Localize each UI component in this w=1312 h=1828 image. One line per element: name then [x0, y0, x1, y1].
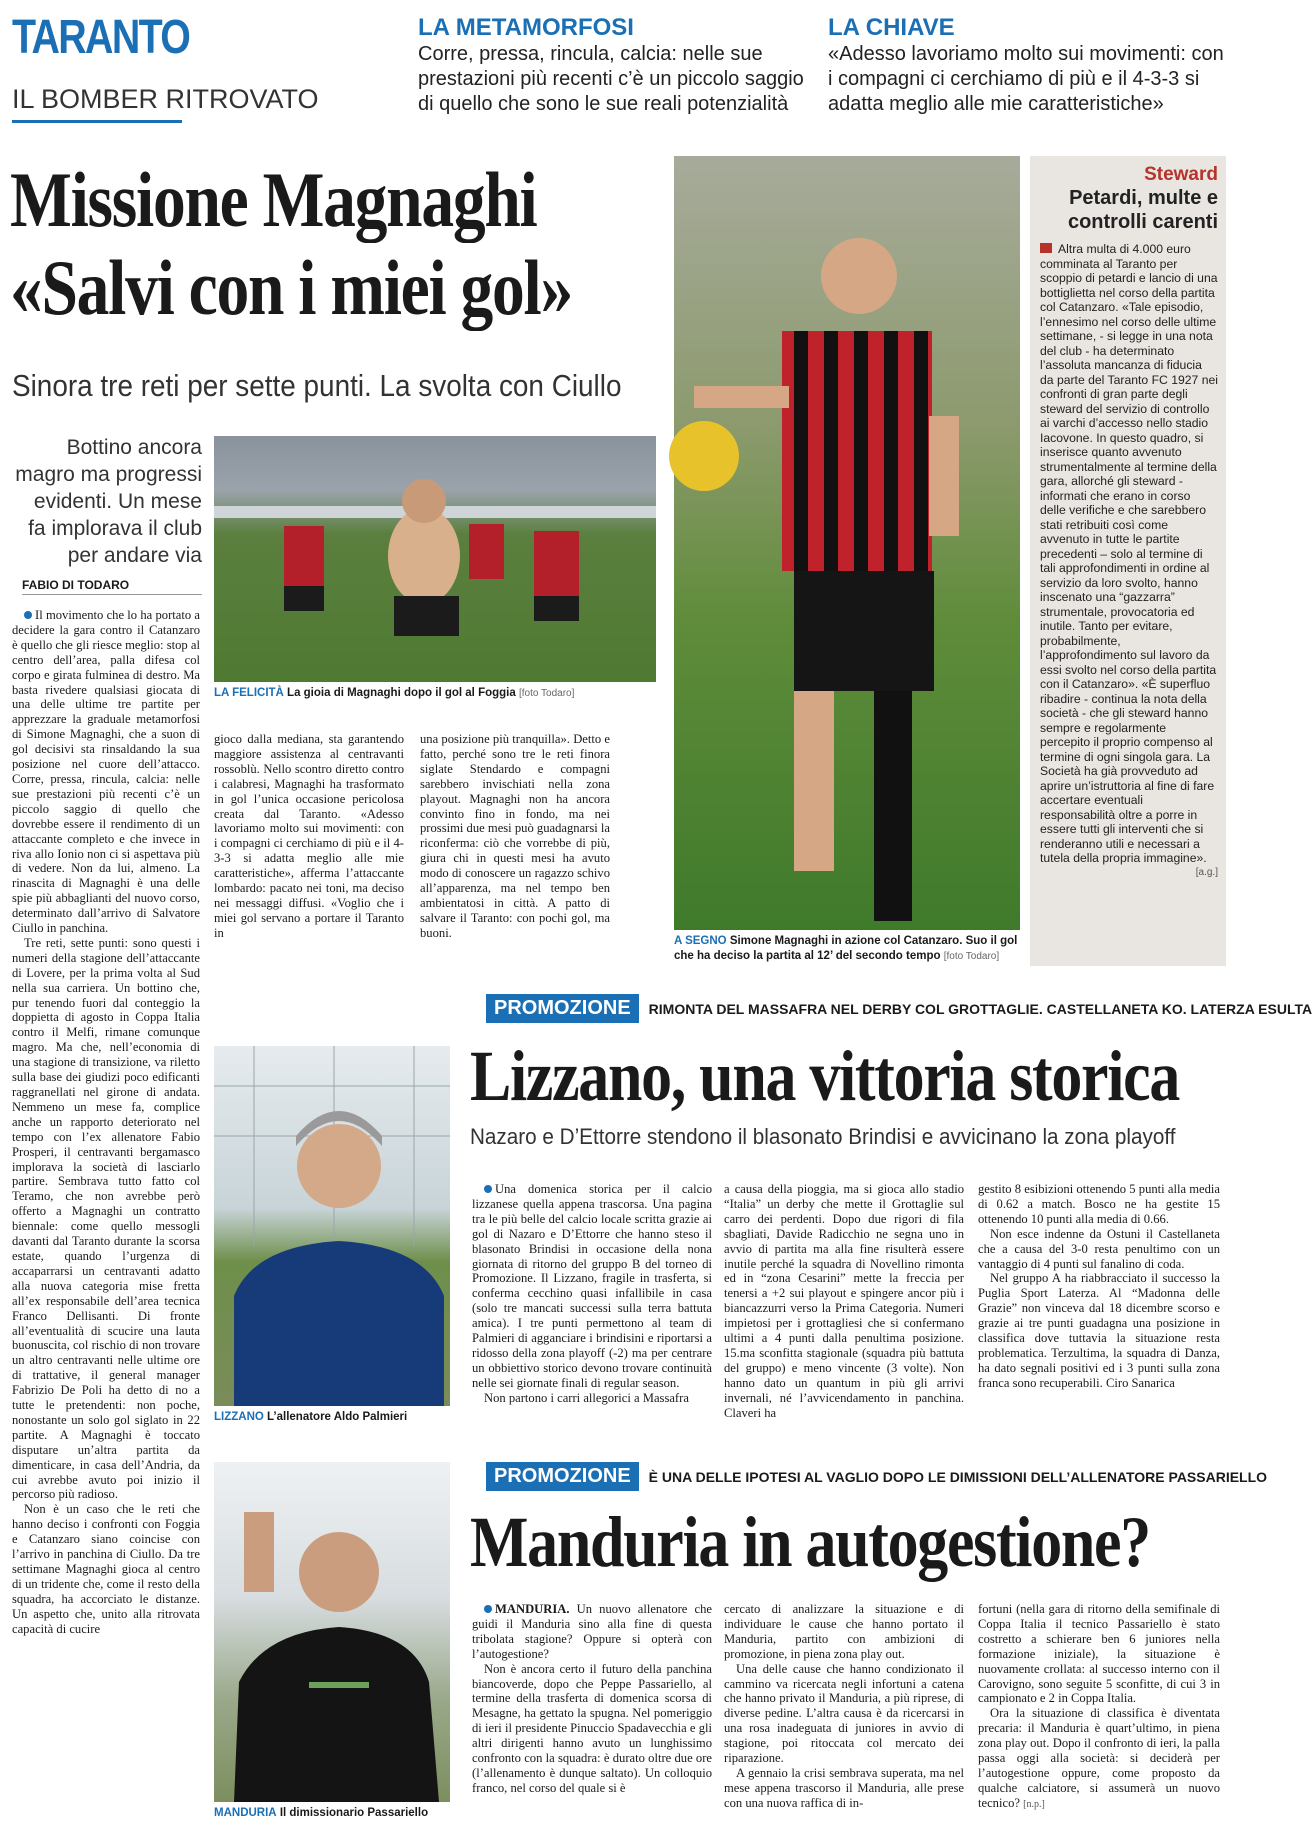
sidebar-marker — [1040, 243, 1052, 253]
paragraph: Non è ancora certo il futuro della panchina biancoverde, dopo che Peppe Passariello, al termine della trasferta di domenica scorsa di Mesagne, ha gettato la spugna. Nel pomeriggio di ieri il presidente Pinuccio Spadavecchia e gli altri dirigenti hanno avuto un lunghissimo confronto con la squadra: è durato oltre due ore (l’allenamento è dunque saltato). Un colloquio franco, nel corso del quale si è — [472, 1661, 712, 1795]
quote-metamorfosi — [418, 14, 818, 117]
photo-illustration — [674, 156, 1020, 930]
paragraph-bullet — [24, 611, 32, 619]
section-subtitle: IL BOMBER RITROVATO — [12, 84, 319, 114]
photo-celebration — [214, 436, 656, 682]
paragraph: gestito 8 esibizioni ottenendo 5 punti alla media di 0.62 a match. Bosco ne ha gestite 15 ottenendo 10 punti alla media di 0.66. — [978, 1182, 1220, 1226]
promozione-badge: PROMOZIONE — [486, 994, 639, 1023]
photo-passariello — [214, 1462, 450, 1802]
quote-text: Corre, pressa, rincula, calcia: nelle sue prestazioni più recenti c’è un piccolo saggio di quello che sono le sue reali potenzialità — [418, 43, 804, 115]
lizzano-column-2 — [724, 1182, 964, 1432]
paragraph: gioco dalla mediana, sta garantendo maggiore assistenza al centravanti rossoblù. Nello scontro diretto contro i calabresi, Magnaghi ha trasformato in gol l’unica occasione pericolosa creata dal Taranto. «Adesso lavoriamo molto sui movimenti: con i compagni ci cerchiamo di più e il 4-3-3 si adatta meglio alle mie caratteristiche», afferma l’attaccante lombardo: pacato nei toni, ma deciso nei messaggi diffusi. «Voglio che i miei gol servano a portare il Taranto in — [214, 732, 404, 940]
photo-credit: [foto Todaro] — [518, 688, 575, 699]
photo-palmieri — [214, 1046, 450, 1406]
paragraph-text: Ora la situazione di classifica è diventata precaria: il Manduria è quart’ultimo, in piena zona play out. Dopo il confronto di ieri, la palla passa oggi alla società: si deciderà per l’autogestione oppure, come proposto da qualche calciatore, si assumerà un nuovo tecnico? — [978, 1706, 1220, 1810]
sidebar-label: Steward — [1144, 164, 1218, 185]
quote-text: «Adesso lavoriamo molto sui movimenti: con i compagni ci cerchiamo di più e il 4-3-3 si adatta meglio alle mie caratteristiche» — [828, 43, 1224, 115]
photo-caption — [214, 686, 664, 701]
paragraph: Non è un caso che le reti che hanno deciso i confronti con Foggia e Catanzaro siano coincise con l’arrivo in panchina di Ciullo. Da tre settimane Magnaghi gioca al centro di un tridente che, come il resto della squadra, ha accorciato le distanze. Un aspetto che, unito alla ritrovata capacità di cucire — [12, 1502, 200, 1636]
caption-text: La gioia di Magnaghi dopo il gol al Foggia — [287, 687, 516, 699]
kicker-text: RIMONTA DEL MASSAFRA NEL DERBY COL GROTTAGLIE. CASTELLANETA KO. LATERZA ESULTA — [648, 1001, 1312, 1017]
photo-action — [674, 156, 1020, 930]
caption-key: LIZZANO — [214, 1411, 264, 1423]
paragraph: A gennaio la crisi sembrava superata, ma nel mese appena trascorso il Manduria, alle prese con una nuova raffica di in- — [724, 1765, 964, 1810]
sidebar-text: Altra multa di 4.000 euro comminata al Taranto per scoppio di petardi e lancio di una bottiglietta nel corso della partita col Catanzaro. «Tale episodio, l’ennesimo nel corso delle ultime settimane, - si legge in una nota del club - ha determinato l’assoluta mancanza di fiducia da parte del Taranto FC 1927 nei confronti di gran parte degli steward del servizio di controllo ai varchi d’accesso nello stadio Iacovone. In questo quadro, si inserisce quanto avvenuto strumentalmente al termine della gara, allorché gli steward - informati che erano in corso delle verifiche e che sarebbero stati retribuiti così come avvenuto in tutte le partite precedenti – solo al termine di tali approfondimenti in ordine al servizio da loro svolto, hanno inscenato una “gazzarra” strumentale, provocatoria ed inutile. Tanto per evitare, probabilmente, l’approfondimento sul lavoro da essi svolto nel corso della partita con il Catanzaro». «È superfluo ribadire - continua la nota della società - che gli steward hanno sempre e regolarmente percepito il proprio compenso al termine di ogni singola gara. La Società ha già provveduto ad aprire un’istruttoria al fine di fare accertare eventuali responsabilità oltre a porre in essere tutti gli interventi che si renderanno utili e necessari a tutela della propria immagine». — [1040, 242, 1218, 865]
signature: [n.p.] — [1023, 1798, 1045, 1810]
subheadline: Sinora tre reti per sette punti. La svolta con Ciullo — [12, 368, 622, 403]
caption-key: A SEGNO — [674, 935, 727, 947]
caption-key: MANDURIA — [214, 1807, 277, 1819]
byline: FABIO DI TODARO — [22, 578, 202, 595]
paragraph: Una domenica storica per il calcio lizzanese quella appena trascorsa. Una pagina tra le più belle del calcio locale scritta grazie ai gol di Nazaro e D’Ettorre che hanno steso il blasonato Brindisi in occasione della nona giornata di ritorno del gruppo B del torneo di Promozione. Il Lizzano, fragile in trasferta, si conferma cecchino quasi infallibile in casa (solo tre mancati successi sulla terra battuta amica). I tre punti permettono al team di Palmieri di agganciare i brindisini e riportarsi a ridosso della zona playoff (-2) ma per centrare un obbiettivo storico devono trovare continuità nelle sei giornate finali di regular season. — [472, 1182, 712, 1390]
promo-kicker-lizzano — [486, 994, 1312, 1023]
manduria-column-3 — [978, 1602, 1220, 1824]
paragraph: fortuni (nella gara di ritorno della semifinale di Coppa Italia il tecnico Passariello è stato costretto a schierare ben 6 juniores nella formazione iniziale), la situazione è nuovamente crollata: al successo interno con il Carovigno, sono seguite 5 sconfitte, di cui 3 in campionato e 2 in Coppa Italia. — [978, 1602, 1220, 1706]
promo-kicker-manduria — [486, 1462, 1267, 1491]
photo-credit: [foto Todaro] — [943, 951, 1000, 962]
caption-text: Il dimissionario Passariello — [279, 1807, 429, 1819]
dateline: MANDURIA. — [495, 1602, 570, 1616]
sidebar-steward — [1030, 156, 1226, 966]
header-rule — [12, 120, 182, 123]
photo-caption — [214, 1806, 450, 1821]
paragraph: Tre reti, sette punti: sono questi i numeri della stagione dell’attaccante di Lovere, per la prima volta al Sud nella sua carriera. Un bottino che, pur tenendo fuori dal conteggio la doppietta di agosto in Coppa Italia contro il Melfi, rimane comunque magro. Ma che, nell’economia di una stagione di transizione, va riletto sulla base dei giudizi poco edificanti raggranellati nel girone di andata. Nemmeno un mese fa, complice anche un rapporto deteriorato nel tempo con l’ex allenatore Fabio Prosperi, il centravanti bergamasco implorava la società di lasciarlo partire. Sembrava tutto fatto col Teramo, che non avrebbe però offerto a Magnaghi un contratto biennale: come quello messogli davanti dal Taranto durante la scorsa estate, quando l’urgenza di accaparrarsi un centravanti adatto alla nuova categoria mise fretta all’ex responsabile dell’area tecnica Franco Dellisanti. Di fronte all’eventualità di scucire una lauta buonuscita, col rischio di non trovare un altro centravanti nelle ultime ore di trattative, il general manager Fabrizio De Poli ha detto di no a tutte le pretendenti: non poche, nonostante un solo gol siglato in 22 partite. A Magnaghi è toccato disputare un’altra partita da dimenticare, in casa dell’Andria, da cui avrebbe avuto poi inizio il percorso più radioso. — [12, 935, 200, 1502]
article-summary: Bottino ancora magro ma progressi evidenti. Un mese fa implorava il club per andare via — [15, 436, 202, 567]
subheadline-lizzano: Nazaro e D’Ettorre stendono il blasonato Brindisi e avvicinano la zona playoff — [470, 1124, 1176, 1149]
paragraph: Un nuovo allenatore che guidi il Manduria sino alla fine di questa tribolata stagione? Oppure si opterà con l’autogestione? — [472, 1602, 712, 1661]
paragraph: Nel gruppo A ha riabbracciato il successo la Puglia Sport Laterza. Al “Madonna delle Grazie” non vinceva dal 18 dicembre scorso e grazie ai tre punti guadagna una posizione in classifica dove tuttavia la situazione resta problematica. Terzultima, la squadra di Danza, ha dato segnali positivi ed i 3 punti sulla zona franca sono recuperabili. Ciro Sanarica — [978, 1271, 1220, 1390]
paragraph: una posizione più tranquilla». Detto e fatto, perché sono tre le reti finora siglate Stendardo e compagni sarebbero invischiati nella zona playout. Magnaghi non ha ancora convinto fino in fondo, ma nei prossimi due mesi può guadagnarsi la riconferma: ciò che vorrebbe di più, giura chi in questi mesi ha avuto modo di conoscere un ragazzo schivo all’apparenza, ma nel tempo ben ambientatosi in città. A patto di salvare il Taranto: con pochi gol, ma buoni. — [420, 732, 610, 940]
headline-line-1: Missione Magnaghi — [10, 156, 537, 243]
photo-caption — [214, 1410, 450, 1425]
caption-text: Simone Magnaghi in azione col Catanzaro. Suo il gol che ha deciso la partita al 12’ del secondo tempo — [674, 935, 1018, 962]
caption-text: L’allenatore Aldo Palmieri — [267, 1411, 408, 1423]
paragraph-bullet — [484, 1185, 492, 1193]
quote-title: LA METAMORFOSI — [418, 14, 634, 41]
article-column-1 — [12, 608, 200, 1823]
sidebar-sign: [a.g.] — [1195, 866, 1218, 878]
paragraph: Non partono i carri allegorici a Massafra — [484, 1390, 689, 1405]
sidebar-body — [1040, 242, 1218, 878]
lizzano-column-3 — [978, 1182, 1220, 1432]
paragraph: cercato di analizzare la situazione e di individuare le cause che hanno portato il Manduria, partito con ambizioni di promozione, in piena zona play out. — [724, 1602, 964, 1661]
headline-manduria: Manduria in autogestione? — [470, 1502, 1150, 1582]
paragraph — [978, 1706, 1220, 1812]
promozione-badge: PROMOZIONE — [486, 1462, 639, 1491]
paragraph: Non esce indenne da Ostuni il Castellaneta che a causa del 3-0 resta penultimo con un vantaggio di 4 punti sul fanalino di coda. — [978, 1226, 1220, 1271]
article-column-2 — [214, 732, 404, 972]
paragraph: a causa della pioggia, ma si gioca allo stadio “Italia” un derby che mette il Grottaglie sul carro dei perdenti. Dopo due rigori di fila sbagliati, Davide Radicchio ne segna uno in avvio di partita ma alla fine risulterà essere inutile perché la squadra di Novellino rimonta ed in “zona Cesarini” mette la freccia per tenersi a +2 sui playout e spingere ancor più i biancazzurri verso la Prima Categoria. Numeri impietosi per i grottagliesi che si confermano ultimi a 4 punti dalla penultima posizione. 15.ma sconfitta stagionale (squadra più battuta del gruppo) e meno vincente (3 volte). Non hanno dato un quantum in più gli arrivi invernali, né l’avvicendamento in panchina. Claveri ha — [724, 1182, 964, 1420]
headline-line-2: «Salvi con i miei gol» — [10, 244, 572, 331]
sidebar-title: Petardi, multe e controlli carenti — [1067, 187, 1218, 233]
headline-lizzano: Lizzano, una vittoria storica — [470, 1036, 1179, 1116]
kicker-text: È UNA DELLE IPOTESI AL VAGLIO DOPO LE DIMISSIONI DELL’ALLENATORE PASSARIELLO — [648, 1469, 1268, 1485]
lizzano-column-1 — [472, 1182, 712, 1432]
manduria-column-1 — [472, 1602, 712, 1824]
section-title: TARANTO — [12, 11, 190, 64]
quote-chiave — [828, 14, 1228, 117]
photo-caption — [674, 934, 1020, 964]
paragraph-bullet — [484, 1605, 492, 1613]
paragraph: Il movimento che lo ha portato a decidere la gara contro il Catanzaro è quello che gli riesce meglio: stop al centro dell’area, palla difesa col corpo e girata fulminea di destro. Ma basta rivedere qualsiasi giocata di una delle ultime tre partite per apprezzare la graduale metamorfosi di Simone Magnaghi, che a suon di gol decisivi sta rinsaldando la sua posizione nel cuore dell’attacco. Corre, pressa, rincula, calcia: nelle sue prestazioni più recenti c’è un piccolo saggio di quello che dovrebbe essere il rendimento di un attaccante completo e che invece in riva allo Ionio non ci si aspettava più di vedere. Non da lui, almeno. La rinascita di Magnaghi è una delle spie più abbaglianti del nuovo corso, determinato dall’arrivo di Salvatore Ciullo in panchina. — [12, 608, 200, 936]
manduria-column-2 — [724, 1602, 964, 1824]
quote-title: LA CHIAVE — [828, 14, 955, 41]
caption-key: LA FELICITÀ — [214, 687, 284, 699]
photo-illustration — [214, 1462, 450, 1802]
photo-illustration — [214, 436, 656, 682]
paragraph: Una delle cause che hanno condizionato il cammino va ricercata negli infortuni a catena che hanno privato il Manduria, a più riprese, di diverse pedine. L’altra causa è da ricercarsi in una rosa inadeguata di juniores in avvio di stagione, poi ritoccata col mercato dei riparazione. — [724, 1661, 964, 1766]
article-column-3 — [420, 732, 610, 972]
photo-illustration — [214, 1046, 450, 1406]
